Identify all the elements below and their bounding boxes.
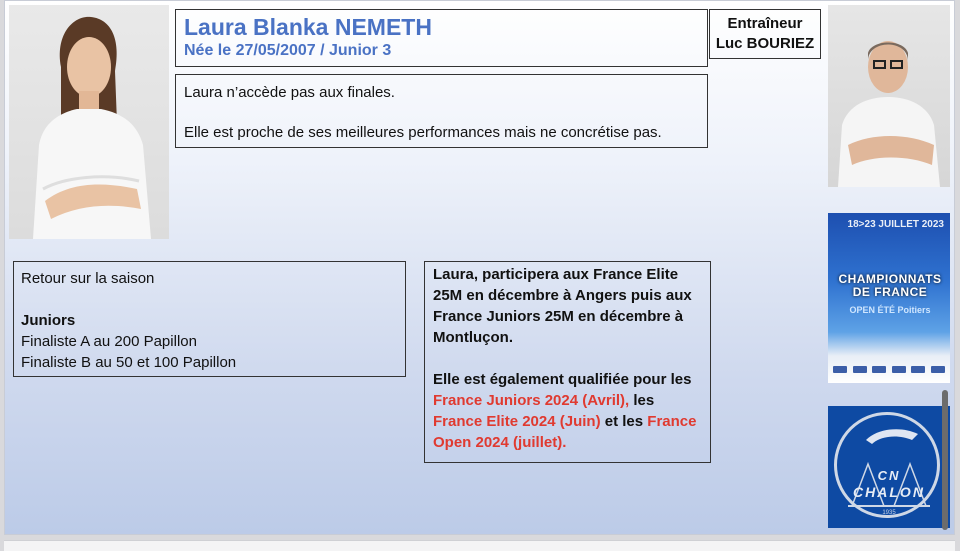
slide — [4, 0, 955, 535]
season-category: Juniors — [21, 312, 76, 329]
poster-subtitle: OPEN ÉTÉ Poitiers — [849, 305, 931, 315]
coach-photo — [828, 5, 950, 187]
season-heading: Retour sur la saison — [21, 270, 155, 287]
club-logo-line-1: CN — [877, 468, 901, 483]
athlete-birth: Née le 27/05/2007 / Junior 3 — [184, 42, 392, 59]
club-logo-line-2: CHALON — [853, 484, 925, 500]
qualifications-paragraph — [433, 369, 702, 453]
qualification-juniors: France Juniors 2024 (Avril), — [433, 392, 630, 409]
coach-box — [709, 9, 821, 59]
competitions-paragraph: Laura, participera aux France Elite 25M en décembre à Angers puis aux France Juniors 25M en décembre à Montluçon. — [433, 266, 692, 346]
performance-comment — [175, 74, 708, 148]
poster-title: CHAMPIONNATS DE FRANCE — [838, 272, 942, 299]
season-result: Finaliste B au 50 et 100 Papillon — [21, 354, 237, 371]
qualification-separator: les — [629, 392, 655, 409]
upcoming-competitions — [424, 261, 711, 463]
athlete-header — [175, 9, 708, 67]
comment-line-1: Laura n’accède pas aux finales. — [184, 84, 395, 101]
season-review — [13, 261, 406, 377]
qualification-separator: et les — [600, 413, 648, 430]
comment-line-2: Elle est proche de ses meilleures performances mais ne concrétise pas. — [184, 124, 662, 141]
club-logo — [828, 406, 950, 528]
athlete-photo — [9, 5, 169, 239]
qualifications-intro: Elle est également qualifiée pour les — [433, 371, 692, 388]
club-logo-year: 1935 — [882, 510, 896, 516]
championship-poster — [828, 213, 950, 383]
poster-date: 18>23 JUILLET 2023 — [847, 219, 944, 230]
coach-name: Luc BOURIEZ — [715, 35, 815, 52]
coach-title: Entraîneur — [727, 15, 803, 32]
qualification-elite: France Elite 2024 (Juin) — [433, 413, 601, 430]
season-result: Finaliste A au 200 Papillon — [21, 333, 197, 350]
qualification-open: France Open 2024 (juillet). — [433, 413, 697, 451]
sponsor-logos — [832, 359, 946, 379]
scrollbar[interactable] — [942, 390, 948, 530]
athlete-name: Laura Blanka NEMETH — [184, 14, 432, 40]
next-slide-edge — [4, 540, 955, 551]
